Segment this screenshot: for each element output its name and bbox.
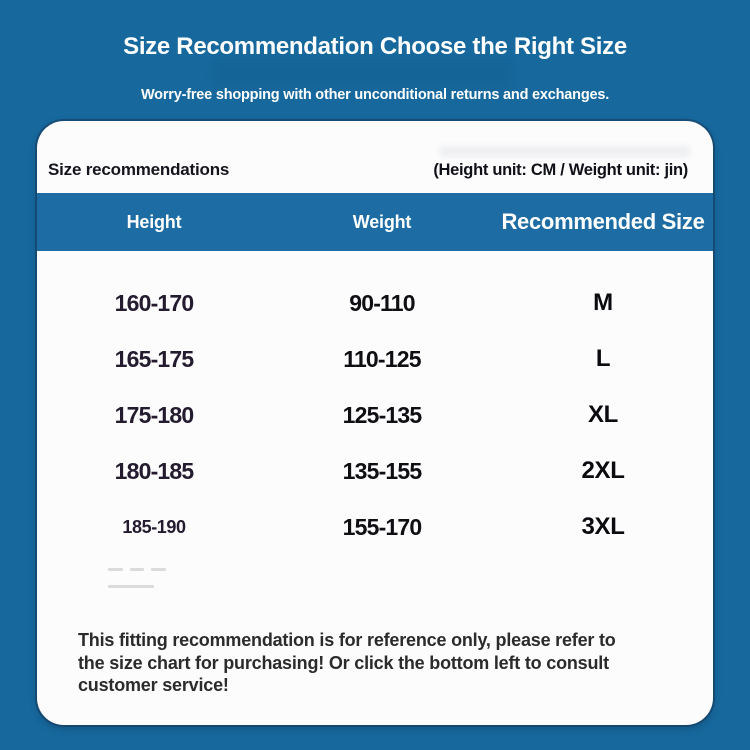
table-row (37, 443, 713, 499)
weight-range-cell: 90-110 (349, 289, 415, 316)
column-header-height: Height (126, 211, 182, 232)
table-row (37, 275, 713, 331)
weight-range-cell: 155-170 (342, 513, 422, 540)
size-table-body (37, 275, 713, 555)
table-row (37, 499, 713, 555)
page-subtitle: Worry-free shopping with other unconditional returns and exchanges. (140, 87, 610, 103)
size-chart-card (37, 121, 713, 725)
disclaimer-line: This fitting recommendation is for reference only, please refer to (78, 630, 616, 650)
height-range-cell: 185-190 (122, 516, 186, 537)
weight-range-cell: 110-125 (343, 345, 421, 372)
table-header-row (37, 193, 713, 251)
recommended-size-cell: 2XL (581, 457, 625, 484)
erased-row-artifact (108, 565, 218, 575)
disclaimer-line: the size chart for purchasing! Or click the bottom left to consult (78, 652, 609, 673)
weight-range-cell: 135-155 (342, 457, 422, 484)
recommended-size-cell: XL (587, 401, 619, 428)
disclaimer-note (78, 629, 683, 697)
recommended-size-cell: M (593, 289, 613, 316)
card-title: Size recommendations (48, 160, 230, 179)
column-header-weight: Weight (352, 211, 412, 232)
card-header (37, 121, 713, 193)
recommended-size-cell: L (595, 345, 611, 372)
erased-text-artifact (215, 62, 510, 86)
table-row (37, 387, 713, 443)
weight-range-cell: 125-135 (342, 401, 422, 428)
height-range-cell: 160-170 (114, 289, 194, 316)
column-header-recommended-size: Recommended Size (501, 209, 705, 234)
disclaimer-line: customer service! (78, 675, 229, 695)
height-range-cell: 165-175 (114, 345, 194, 372)
recommended-size-cell: 3XL (581, 513, 625, 540)
height-range-cell: 180-185 (114, 457, 194, 484)
table-row (37, 331, 713, 387)
units-note: (Height unit: CM / Weight unit: jin) (433, 161, 688, 179)
height-range-cell: 175-180 (114, 401, 194, 428)
page-title: Size Recommendation Choose the Right Size (123, 33, 627, 60)
